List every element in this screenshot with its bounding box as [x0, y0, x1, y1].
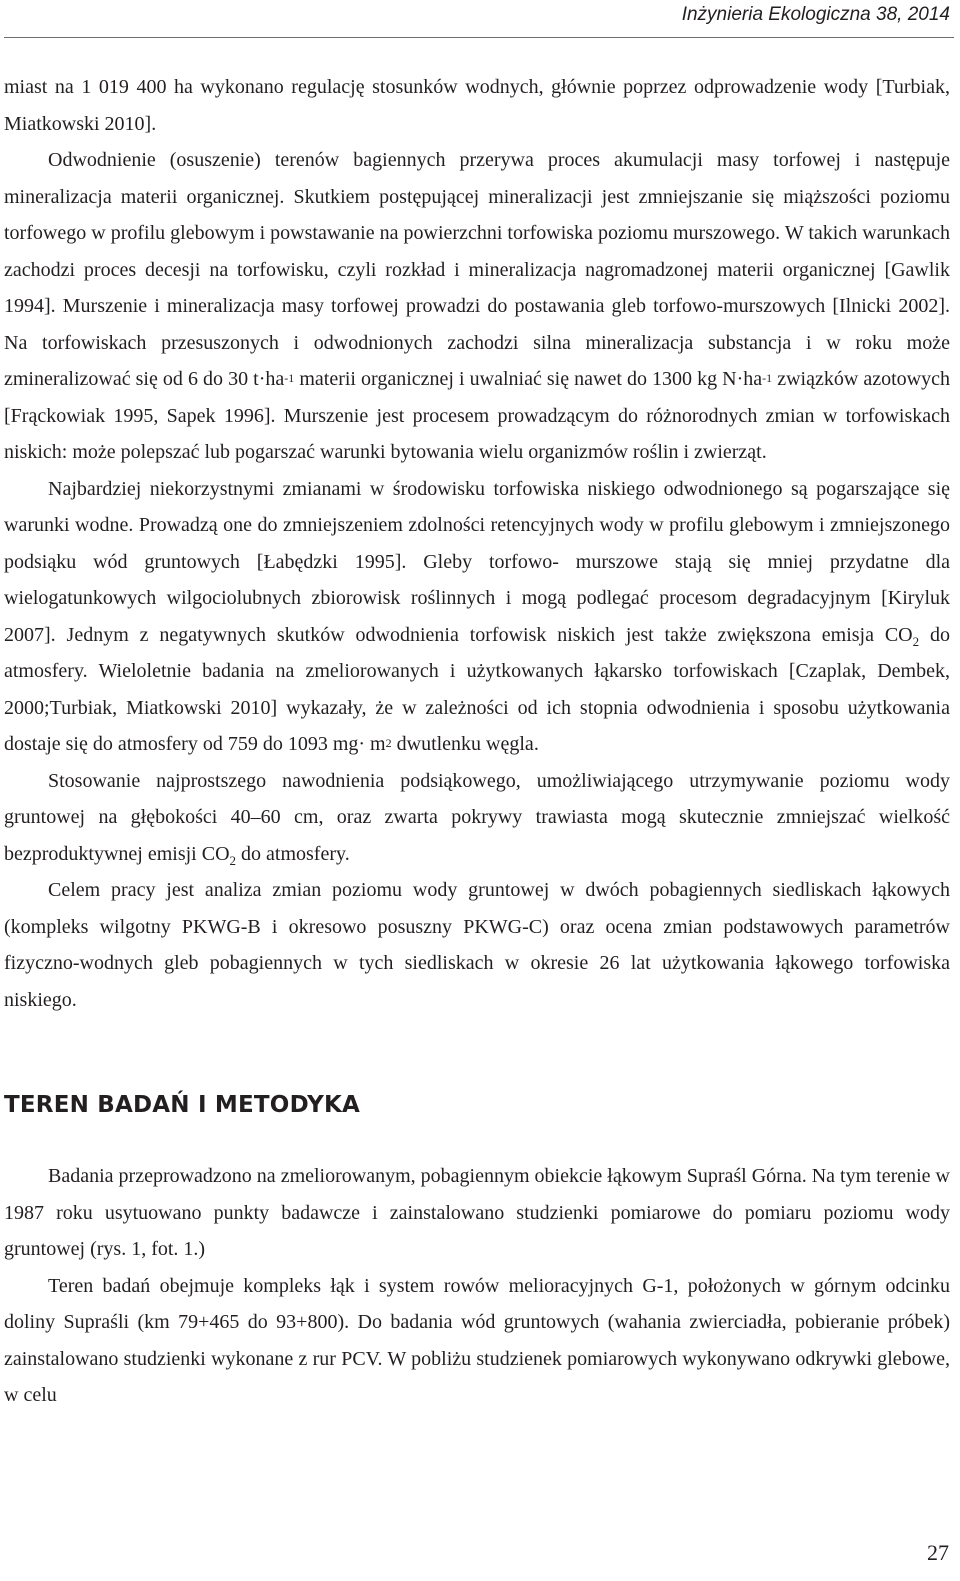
superscript: 2 [385, 736, 392, 750]
paragraph-aim: Celem pracy jest analiza zmian poziomu wody gruntowej w dwóch pobagiennych siedliskach łąkowych (kompleks wilgotny PKWG-B i okresowo posuszny PKWG-C) oraz ocena zmian podstawowych parametrów fizyczno-wodnych gleb pobagiennych w tych siedliskach w okresie 26 lat użytkowania łąkowego torfowiska niskiego. [4, 879, 950, 1011]
section-heading: TEREN BADAŃ I METODYKA [4, 1092, 361, 1118]
subscript: 2 [229, 852, 237, 868]
journal-title: Inżynieria Ekologiczna 38, 2014 [681, 4, 950, 25]
superscript: -1 [284, 371, 295, 385]
paragraph-study-area: Teren badań obejmuje kompleks łąk i system rowów melioracyjnych G-1, położonych w górnym odcinku doliny Supraśli (km 79+465 do 93+800). Do badania wód gruntowych (wahania zwierciadła, pobieranie próbek) zainstalowano studzienki wykonane z rur PCV. W pobliżu studzienek pomiarowych wykonywano odkrywki glebowe, w celu [4, 1274, 950, 1406]
text-run: dwutlenku węgla. [391, 733, 539, 755]
text-run: związków azotowych [Frąckowiak 1995, Sapek 1996]. Murszenie jest procesem prowadzącym do różnorodnych zmian w torfowiskach niskich: może polepszać lub pogarszać warunki bytowania wielu organizmów roślin i zwierząt. [4, 368, 950, 463]
paragraph-irrigation [4, 763, 950, 873]
paragraph-drainage [4, 142, 950, 471]
text-run: Najbardziej niekorzystnymi zmianami w środowisku torfowiska niskiego odwodnionego są pogarszające się warunki wodne. Prowadzą one do zmniejszeniem zdolności retencyjnych wody w profilu glebowym i zmniejszonego podsiąku wód gruntowych [Łabędzki 1995]. Gleby torfowo- murszowe stają się mniej przydatne dla wielogatunkowych wilgociolubnych zbiorowisk roślinnych i mogą podlegać procesom degradacyjnym [Kiryluk 2007]. Jednym z negatywnych skutków odwodnienia torfowisk niskich jest także zwiększona emisja CO [4, 477, 950, 646]
superscript: -1 [762, 371, 773, 385]
text-run: do atmosfery. Wieloletnie badania na zmeliorowanych i użytkowanych łąkarsko torfowiskach [Czaplak, Dembek, 2000;Turbiak, Miatkowski 2010] wykazały, że w zależności od ich stopnia odwodnienia i sposobu użytkowania dostaje się do atmosfery od 759 do 1093 mg· m [4, 623, 951, 755]
text-run: Stosowanie najprostszego nawodnienia podsiąkowego, umożliwiającego utrzymywanie poziomu wody gruntowej na głębokości 40–60 cm, oraz zwarta pokrywy trawiasta mogą skutecznie zmniejszać wielkość bezproduktywnej emisji CO [4, 769, 950, 865]
paragraph-water-conditions [4, 471, 950, 763]
subscript: 2 [912, 633, 920, 649]
page-number: 27 [927, 1540, 949, 1565]
text-run: materii organicznej i uwalniać się nawet do 1300 kg N·ha [294, 368, 763, 390]
article-body [4, 69, 950, 1414]
paragraph-study-site: Badania przeprowadzono na zmeliorowanym, pobagiennym obiekcie łąkowym Supraśl Górna. Na tym terenie w 1987 roku usytuowano punkty badawcze i zainstalowano studzienki pomiarowe do pomiaru poziomu wody gruntowej (rys. 1, fot. 1.) [4, 1165, 950, 1260]
header-divider [4, 37, 954, 38]
text-run: Odwodnienie (osuszenie) terenów bagiennych przerywa proces akumulacji masy torfowej i następuje mineralizacja materii organicznej. Skutkiem postępującej mineralizacji jest zmniejszanie się miąższości poziomu torfowego w profilu glebowym i powstawanie na powierzchni torfowiska poziomu murszowego. W takich warunkach zachodzi proces decesji na torfowisku, czyli rozkład i mineralizacja nagromadzonej materii organicznej [Gawlik 1994]. Murszenie i mineralizacja masy torfowej prowadzi do postawania gleb torfowo-murszowych [Ilnicki 2002]. Na torfowiskach przesuszonych i odwodnionych zachodzi silna mineralizacja substancja i w roku może zmineralizować się od 6 do 30 t·ha [4, 149, 950, 390]
text-run: do atmosfery. [236, 842, 350, 865]
paragraph-continued: miast na 1 019 400 ha wykonano regulację stosunków wodnych, głównie poprzez odprowadzenie wody [Turbiak, Miatkowski 2010]. [4, 76, 950, 135]
running-header [0, 0, 960, 40]
